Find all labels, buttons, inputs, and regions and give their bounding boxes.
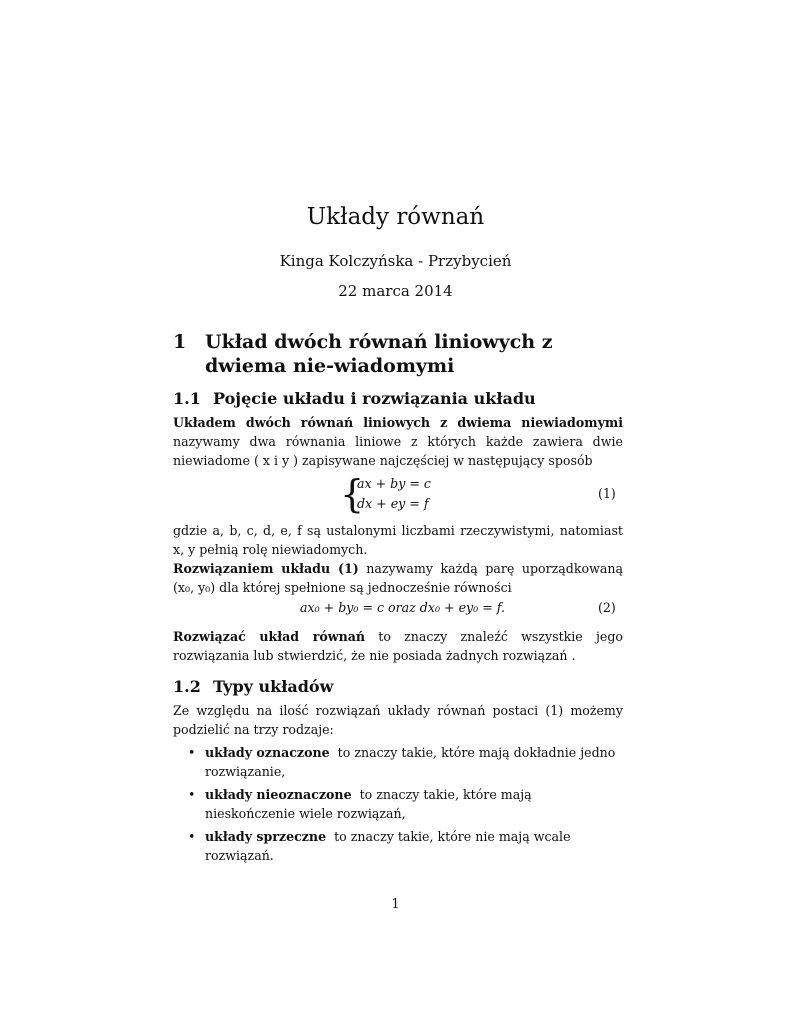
subsection-heading (173, 389, 536, 408)
solution-definition-paragraph (173, 559, 623, 597)
date: 22 marca 2014 (338, 282, 453, 300)
definition-paragraph (173, 413, 623, 470)
equation-line-1: ax + by = c (357, 476, 431, 491)
variables-paragraph (173, 521, 623, 559)
definition-text: nazywamy dwa równania liniowe z których każde zawiera dwie niewiadome ( x i y ) zapisywane najczęściej w następujący sposób (173, 434, 623, 468)
solve-text: to znaczy znaleźć wszystkie jego rozwiązania lub stwierdzić, że nie posiada żadnych rozwiązań . (173, 629, 623, 663)
list-item-text: to znaczy takie, które mają dokładnie jedno rozwiązanie, (205, 745, 616, 779)
solution-term: Rozwiązaniem układu (1) (173, 561, 359, 576)
page-number: 1 (391, 896, 400, 911)
definition-term: Układem dwóch równań liniowych z dwiema niewiadomymi (173, 415, 623, 430)
subsection-title: Pojęcie układu i rozwiązania układu (213, 389, 536, 408)
bullet-icon: • (188, 745, 196, 760)
solution-text: nazywamy każdą parę uporządkowaną (x₀, y₀) dla której spełnione są jednocześnie równości (173, 561, 623, 595)
list-item-term: układy oznaczone (205, 745, 330, 760)
solve-definition-paragraph (173, 627, 623, 665)
section-heading (173, 330, 623, 378)
subsection-number-2: 1.2 (173, 677, 201, 696)
list-item-text: to znaczy takie, które nie mają wcale rozwiązań. (205, 829, 571, 863)
subsection-heading-2 (173, 677, 333, 696)
list-item (188, 743, 624, 781)
equation-brace: { (340, 472, 365, 516)
list-item-text: to znaczy takie, które mają nieskończenie wiele rozwiązań, (205, 787, 532, 821)
list-item-term: układy sprzeczne (205, 829, 327, 844)
equation-2: ax₀ + by₀ = c oraz dx₀ + ey₀ = f. (300, 600, 505, 615)
equation-number-1: (1) (598, 486, 616, 501)
solve-term: Rozwiązać układ równań (173, 629, 366, 644)
variables-text: gdzie a, b, c, d, e, f są ustalonymi liczbami rzeczywistymi, natomiast x, y pełnią rolę niewiadomych. (173, 523, 623, 557)
list-item (188, 827, 624, 865)
bullet-icon: • (188, 829, 196, 844)
equation-line-2: dx + ey = f (357, 496, 429, 511)
document-title: Układy równań (306, 204, 485, 230)
equation-number-2: (2) (598, 600, 616, 615)
section-title: Układ dwóch równań liniowych z dwiema nie-wiadomymi (205, 331, 553, 377)
author: Kinga Kolczyńska - Przybycień (279, 252, 512, 270)
types-intro-text: Ze względu na ilość rozwiązań układy równań postaci (1) możemy podzielić na trzy rodzaje: (173, 703, 623, 737)
section-number: 1 (173, 331, 187, 353)
subsection-number: 1.1 (173, 389, 201, 408)
types-intro-paragraph (173, 701, 623, 739)
list-item-term: układy nieoznaczone (205, 787, 352, 802)
subsection-title-2: Typy układów (213, 677, 334, 696)
list-item (188, 785, 624, 823)
bullet-icon: • (188, 787, 196, 802)
